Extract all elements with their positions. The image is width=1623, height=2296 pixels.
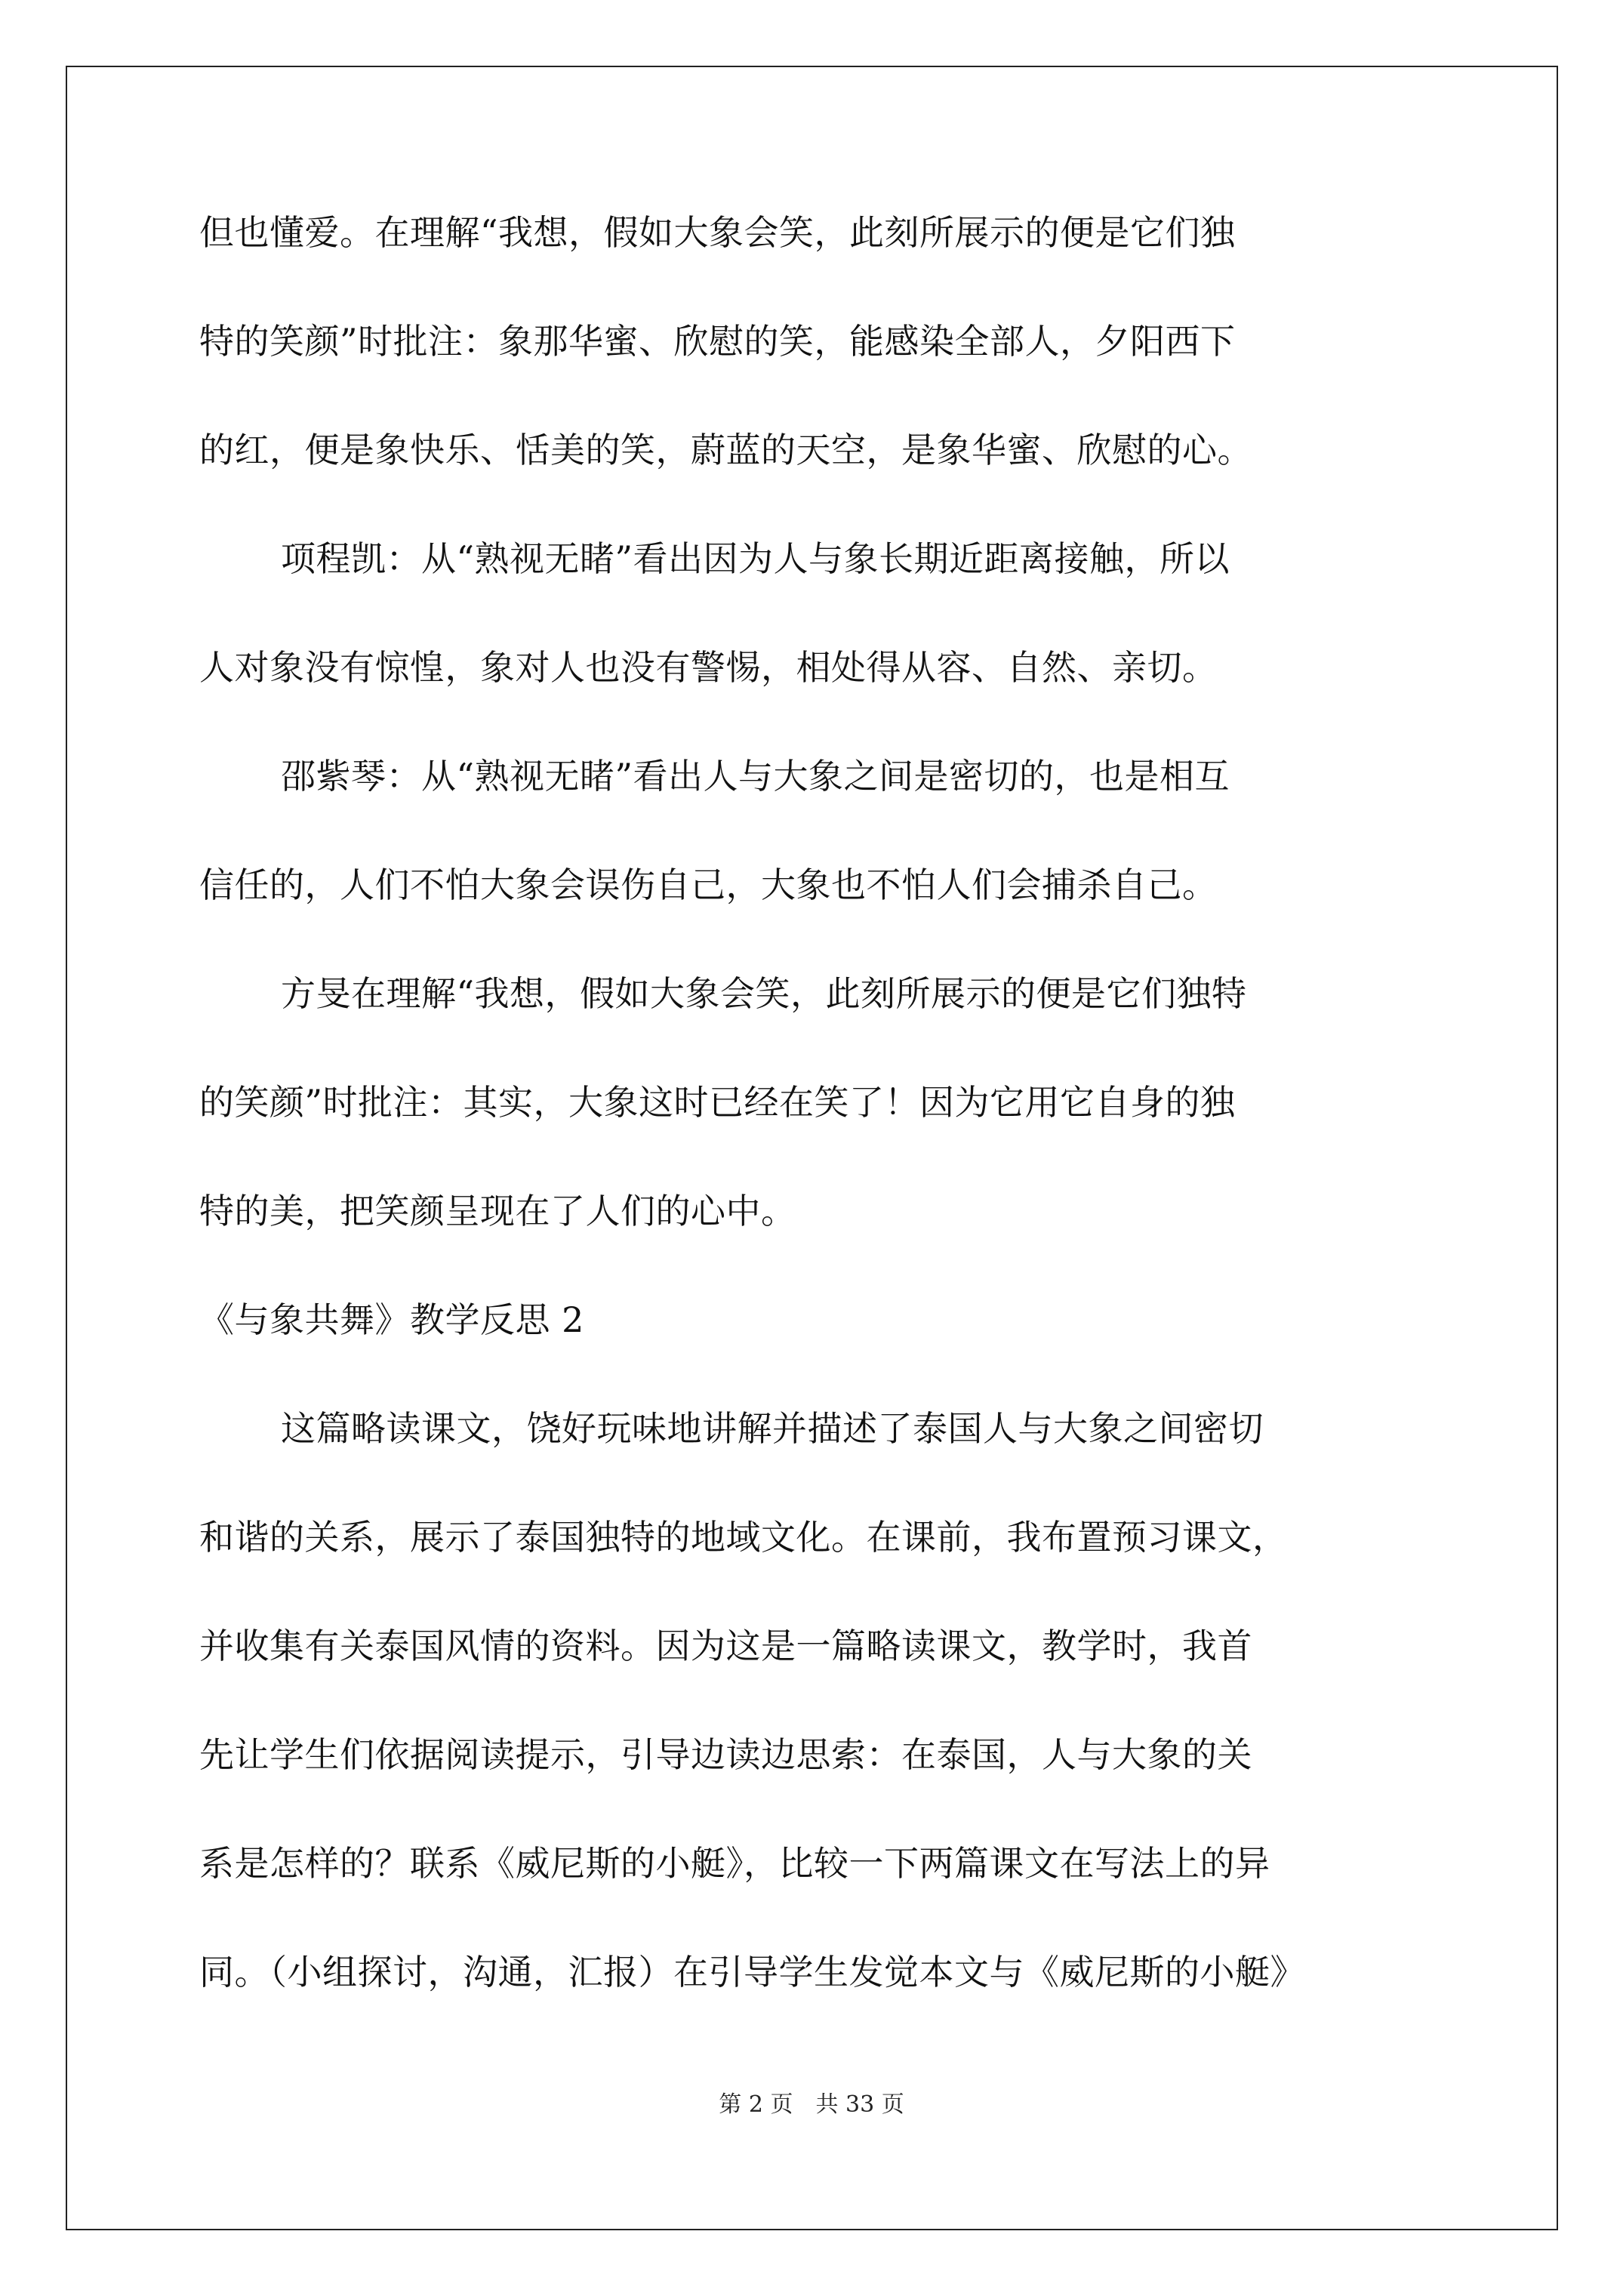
text-line-2: 特的笑颜”时批注：象那华蜜、欣慰的笑，能感染全部人，夕阳西下 <box>199 321 1236 362</box>
text-line-9: 的笑颜”时批注：其实，大象这时已经在笑了！因为它用它自身的独 <box>199 1082 1236 1123</box>
text-line-7: 信任的，人们不怕大象会误伤自己，大象也不怕人们会捕杀自己。 <box>199 864 1218 905</box>
text-line-13: 和谐的关系，展示了泰国独特的地域文化。在课前，我布置预习课文， <box>199 1517 1288 1558</box>
text-line-8: 方旻在理解“我想，假如大象会笑，此刻所展示的便是它们独特 <box>281 973 1247 1014</box>
text-line-10: 特的美，把笑颜呈现在了人们的心中。 <box>199 1191 796 1231</box>
text-line-15: 先让学生们依据阅读提示，引导边读边思索：在泰国，人与大象的关 <box>199 1734 1252 1775</box>
page-number-footer: 第 2 页 共 33 页 <box>719 2091 904 2118</box>
text-line-14: 并收集有关泰国风情的资料。因为这是一篇略读课文，教学时，我首 <box>199 1626 1252 1666</box>
text-line-1: 但也懂爱。在理解“我想，假如大象会笑，此刻所展示的便是它们独 <box>199 212 1236 253</box>
text-line-3: 的红，便是象快乐、恬美的笑，蔚蓝的天空，是象华蜜、欣慰的心。 <box>199 430 1252 470</box>
text-line-4: 项程凯：从“熟视无睹”看出因为人与象长期近距离接触，所以 <box>281 538 1230 579</box>
text-line-17: 同。（小组探讨，沟通，汇报）在引导学生发觉本文与《威尼斯的小艇》 <box>199 1952 1305 1992</box>
text-line-12: 这篇略读课文，饶好玩味地讲解并描述了泰国人与大象之间密切 <box>281 1408 1264 1449</box>
section-heading: 《与象共舞》教学反思 2 <box>199 1299 584 1340</box>
page-border <box>66 66 1558 2230</box>
text-line-6: 邵紫琴：从“熟视无睹”看出人与大象之间是密切的，也是相互 <box>281 756 1230 797</box>
text-line-5: 人对象没有惊惶，象对人也没有警惕，相处得从容、自然、亲切。 <box>199 647 1218 688</box>
text-line-16: 系是怎样的？联系《威尼斯的小艇》，比较一下两篇课文在写法上的异 <box>199 1843 1270 1884</box>
